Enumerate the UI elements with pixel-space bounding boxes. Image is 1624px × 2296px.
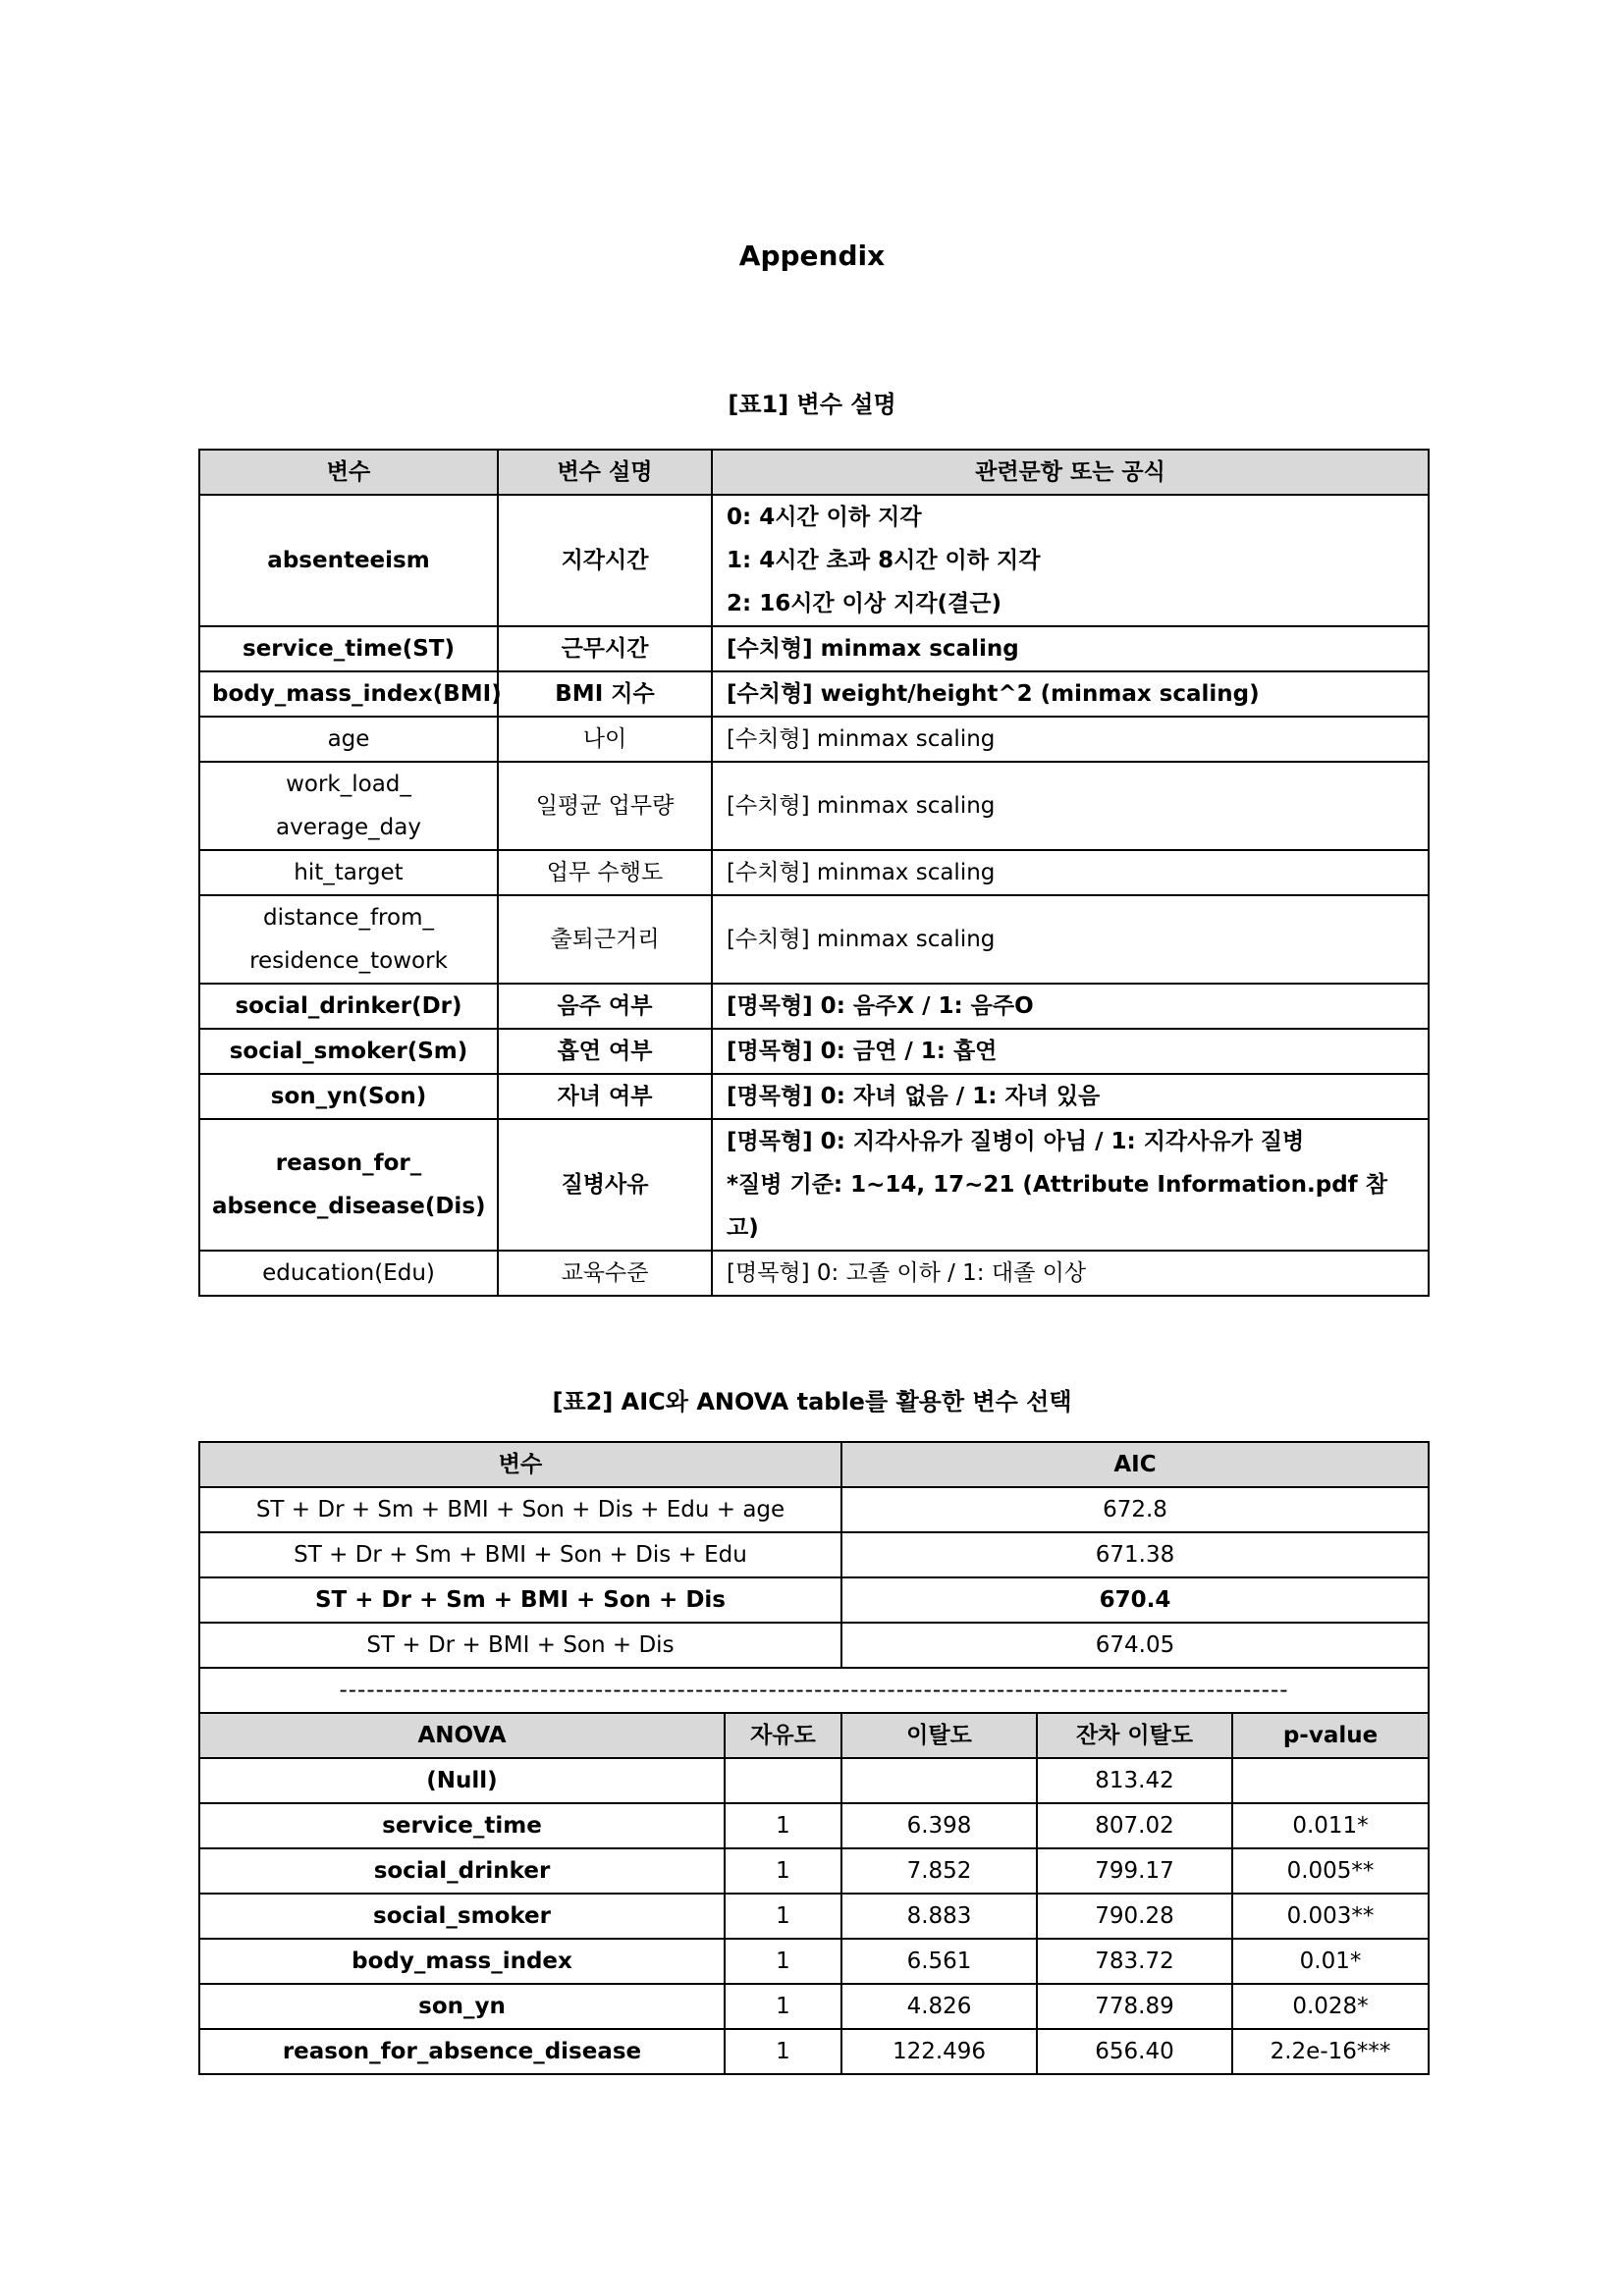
anova-value-cell: 4.826 [841, 1984, 1037, 2029]
cell-line: [명목형] 0: 금연 / 1: 흡연 [727, 1039, 998, 1064]
description-cell: 교육수준 [498, 1251, 712, 1296]
formula-cell [712, 717, 1429, 762]
aic-header-row [199, 1442, 1429, 1487]
anova-value-cell: 6.561 [841, 1939, 1037, 1984]
anova-value-cell [725, 1758, 841, 1803]
anova-value-cell: 1 [725, 2029, 841, 2074]
formula-cell [712, 895, 1429, 984]
anova-value-cell: 656.40 [1037, 2029, 1232, 2074]
anova-term-cell: son_yn [199, 1984, 725, 2029]
anova-value-cell: 0.011* [1232, 1803, 1429, 1848]
anova-header-cell: 잔차 이탈도 [1037, 1713, 1232, 1758]
header-description: 변수 설명 [498, 450, 712, 495]
anova-row [199, 2029, 1429, 2074]
cell-line: [수치형] minmax scaling [727, 726, 996, 752]
anova-value-cell: 122.496 [841, 2029, 1037, 2074]
table-row [199, 1119, 1429, 1251]
aic-value-cell: 671.38 [841, 1532, 1429, 1577]
aic-header-variables: 변수 [199, 1442, 841, 1487]
formula-cell [712, 495, 1429, 626]
anova-value-cell: 807.02 [1037, 1803, 1232, 1848]
anova-value-cell: 0.003** [1232, 1894, 1429, 1939]
anova-value-cell: 0.005** [1232, 1848, 1429, 1894]
anova-value-cell: 0.01* [1232, 1939, 1429, 1984]
formula-cell [712, 984, 1429, 1029]
aic-value-cell: 670.4 [841, 1577, 1429, 1623]
variable-cell [199, 762, 498, 850]
anova-row [199, 1984, 1429, 2029]
description-cell: BMI 지수 [498, 671, 712, 717]
anova-value-cell: 790.28 [1037, 1894, 1232, 1939]
cell-line: [수치형] minmax scaling [727, 927, 996, 952]
anova-value-cell: 1 [725, 1939, 841, 1984]
variable-cell: absenteeism [199, 495, 498, 626]
anova-value-cell: 1 [725, 1984, 841, 2029]
cell-line: 0: 4시간 이하 지각 [727, 505, 922, 530]
cell-line: average_day [276, 815, 421, 840]
description-cell: 일평균 업무량 [498, 762, 712, 850]
anova-header-cell: 자유도 [725, 1713, 841, 1758]
aic-row [199, 1487, 1429, 1532]
anova-value-cell: 6.398 [841, 1803, 1037, 1848]
aic-variables-cell: ST + Dr + Sm + BMI + Son + Dis + Edu [199, 1532, 841, 1577]
cell-line: [수치형] minmax scaling [727, 636, 1019, 662]
page-title: Appendix [738, 240, 886, 272]
aic-value-cell: 674.05 [841, 1623, 1429, 1668]
anova-row [199, 1894, 1429, 1939]
table-row [199, 626, 1429, 671]
anova-value-cell: 1 [725, 1803, 841, 1848]
description-cell: 질병사유 [498, 1119, 712, 1251]
formula-cell [712, 762, 1429, 850]
aic-header-aic: AIC [841, 1442, 1429, 1487]
table-row [199, 671, 1429, 717]
anova-value-cell: 8.883 [841, 1894, 1037, 1939]
variable-cell: service_time(ST) [199, 626, 498, 671]
variable-cell: hit_target [199, 850, 498, 895]
table1-header-row [199, 450, 1429, 495]
variable-cell: social_smoker(Sm) [199, 1029, 498, 1074]
table1-caption: [표1] 변수 설명 [728, 391, 896, 418]
aic-row [199, 1623, 1429, 1668]
cell-line: 1: 4시간 초과 8시간 이하 지각 [727, 548, 1041, 573]
formula-cell [712, 1251, 1429, 1296]
variable-cell: education(Edu) [199, 1251, 498, 1296]
anova-value-cell: 1 [725, 1848, 841, 1894]
anova-term-cell: service_time [199, 1803, 725, 1848]
table-row [199, 1251, 1429, 1296]
cell-line: [명목형] 0: 지각사유가 질병이 아님 / 1: 지각사유가 질병 [727, 1129, 1305, 1154]
table-row [199, 850, 1429, 895]
anova-value-cell: 0.028* [1232, 1984, 1429, 2029]
cell-line: reason_for_ [275, 1150, 422, 1176]
table-row [199, 984, 1429, 1029]
cell-line: *질병 기준: 1~14, 17~21 (Attribute Information.pdf 참고) [727, 1172, 1387, 1241]
description-cell: 출퇴근거리 [498, 895, 712, 984]
table-row [199, 762, 1429, 850]
anova-value-cell: 778.89 [1037, 1984, 1232, 2029]
cell-line: [수치형] minmax scaling [727, 860, 996, 885]
anova-value-cell: 1 [725, 1894, 841, 1939]
cell-line: [명목형] 0: 고졸 이하 / 1: 대졸 이상 [727, 1260, 1087, 1286]
description-cell: 음주 여부 [498, 984, 712, 1029]
cell-line: [수치형] minmax scaling [727, 793, 996, 819]
aic-variables-cell: ST + Dr + BMI + Son + Dis [199, 1623, 841, 1668]
anova-term-cell: reason_for_absence_disease [199, 2029, 725, 2074]
anova-value-cell [1232, 1758, 1429, 1803]
aic-row [199, 1532, 1429, 1577]
anova-row [199, 1939, 1429, 1984]
variable-cell: social_drinker(Dr) [199, 984, 498, 1029]
description-cell: 자녀 여부 [498, 1074, 712, 1119]
anova-value-cell: 799.17 [1037, 1848, 1232, 1894]
anova-row [199, 1803, 1429, 1848]
aic-value-cell: 672.8 [841, 1487, 1429, 1532]
anova-row [199, 1848, 1429, 1894]
table-row [199, 1074, 1429, 1119]
formula-cell [712, 671, 1429, 717]
table-row [199, 495, 1429, 626]
formula-cell [712, 1119, 1429, 1251]
aic-row [199, 1577, 1429, 1623]
description-cell: 나이 [498, 717, 712, 762]
anova-header-row [199, 1713, 1429, 1758]
separator-row [199, 1668, 1429, 1713]
cell-line: [명목형] 0: 음주X / 1: 음주O [727, 993, 1034, 1019]
cell-line: work_load_ [286, 772, 411, 797]
description-cell: 업무 수행도 [498, 850, 712, 895]
aic-variables-cell: ST + Dr + Sm + BMI + Son + Dis [199, 1577, 841, 1623]
variable-selection-table [198, 1441, 1430, 2075]
description-cell: 흡연 여부 [498, 1029, 712, 1074]
description-cell: 지각시간 [498, 495, 712, 626]
anova-row [199, 1758, 1429, 1803]
anova-value-cell: 7.852 [841, 1848, 1037, 1894]
anova-header-cell: ANOVA [199, 1713, 725, 1758]
formula-cell [712, 626, 1429, 671]
formula-cell [712, 850, 1429, 895]
cell-line: absence_disease(Dis) [212, 1194, 486, 1219]
variable-description-table [198, 449, 1430, 1297]
anova-value-cell: 2.2e-16*** [1232, 2029, 1429, 2074]
formula-cell [712, 1029, 1429, 1074]
variable-cell [199, 1119, 498, 1251]
cell-line: [명목형] 0: 자녀 없음 / 1: 자녀 있음 [727, 1084, 1101, 1109]
anova-value-cell: 783.72 [1037, 1939, 1232, 1984]
cell-line: [수치형] weight/height^2 (minmax scaling) [727, 681, 1260, 707]
header-variable: 변수 [199, 450, 498, 495]
anova-value-cell: 813.42 [1037, 1758, 1232, 1803]
variable-cell [199, 895, 498, 984]
header-formula: 관련문항 또는 공식 [712, 450, 1429, 495]
table2-caption: [표2] AIC와 ANOVA table를 활용한 변수 선택 [552, 1388, 1072, 1415]
separator-cell: -------------------------------------------------------------------------------------------------------- [199, 1668, 1429, 1713]
anova-term-cell: body_mass_index [199, 1939, 725, 1984]
anova-term-cell: social_smoker [199, 1894, 725, 1939]
variable-cell: age [199, 717, 498, 762]
formula-cell [712, 1074, 1429, 1119]
anova-term-cell: social_drinker [199, 1848, 725, 1894]
cell-line: 2: 16시간 이상 지각(결근) [727, 591, 1001, 616]
table-row [199, 895, 1429, 984]
anova-value-cell [841, 1758, 1037, 1803]
variable-cell: body_mass_index(BMI) [199, 671, 498, 717]
cell-line: residence_towork [249, 948, 448, 974]
anova-header-cell: p-value [1232, 1713, 1429, 1758]
table-row [199, 717, 1429, 762]
aic-variables-cell: ST + Dr + Sm + BMI + Son + Dis + Edu + age [199, 1487, 841, 1532]
description-cell: 근무시간 [498, 626, 712, 671]
variable-cell: son_yn(Son) [199, 1074, 498, 1119]
anova-header-cell: 이탈도 [841, 1713, 1037, 1758]
anova-term-cell: (Null) [199, 1758, 725, 1803]
cell-line: distance_from_ [263, 905, 434, 931]
table-row [199, 1029, 1429, 1074]
